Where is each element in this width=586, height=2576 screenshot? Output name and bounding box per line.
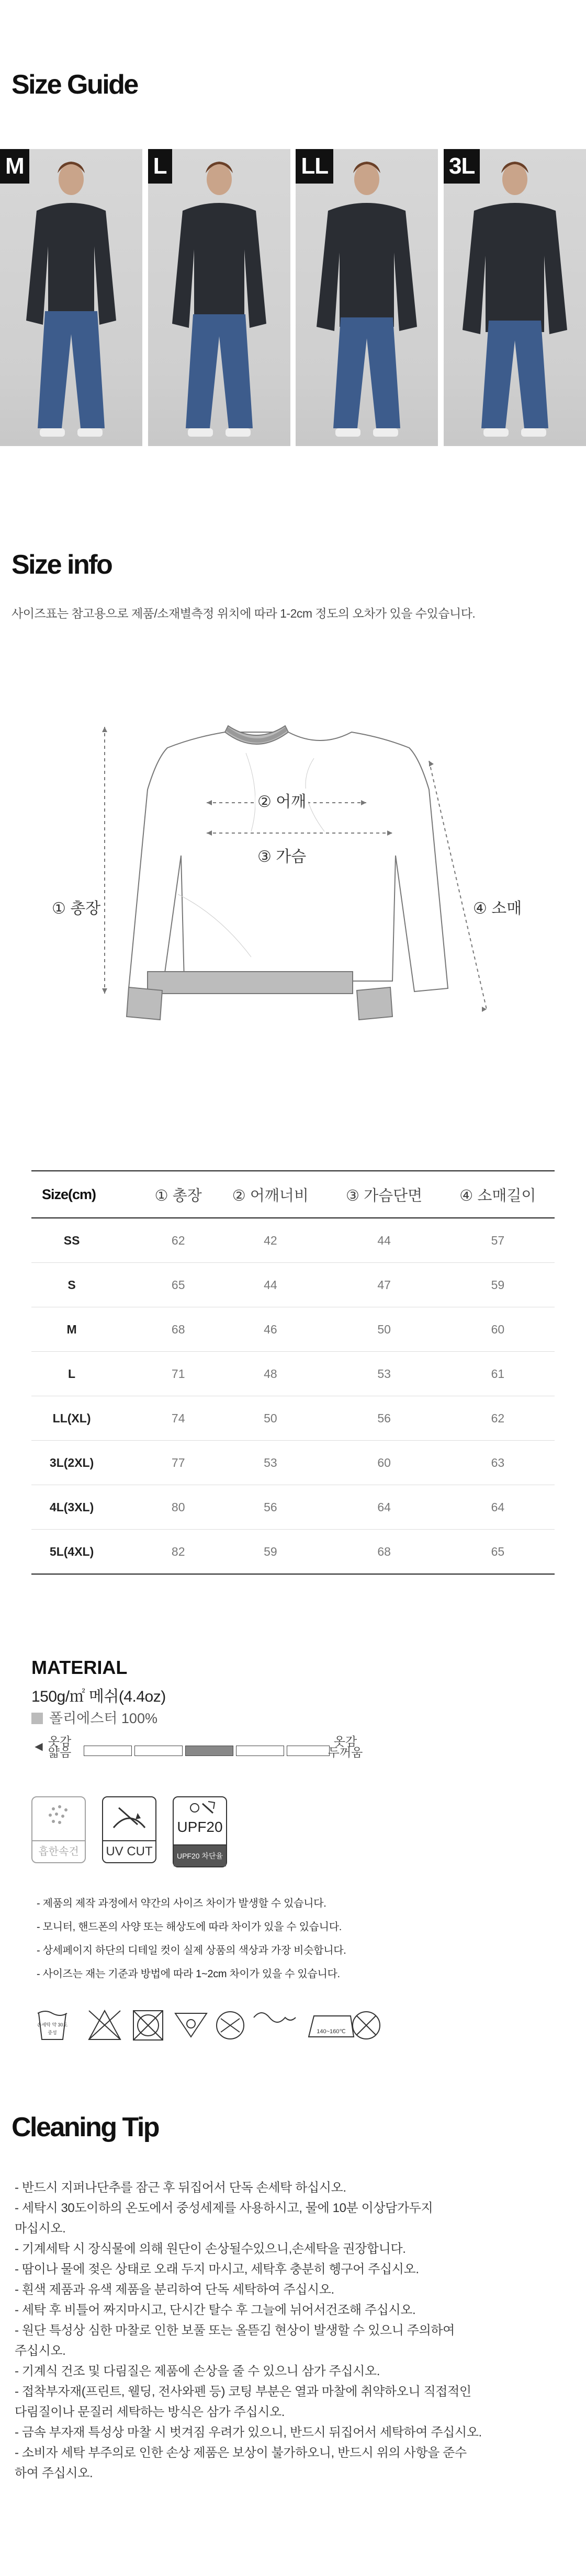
- measurement-cell: 64: [441, 1485, 555, 1530]
- model-photo-strip: [0, 149, 586, 446]
- wash-net-icon: [217, 2012, 244, 2039]
- table-row: [31, 1396, 555, 1441]
- size-label-cell: S: [31, 1263, 143, 1307]
- material-weight: 150g/㎡ 메쉬(4.4oz): [31, 1688, 166, 1705]
- label-sleeve: ④ 소매: [471, 895, 524, 918]
- upf-sun-icon: [174, 1797, 226, 1845]
- dry-flat-icon: [175, 2013, 207, 2037]
- measurement-cell: 47: [327, 1263, 441, 1307]
- measurement-cell: 50: [213, 1396, 327, 1441]
- measurement-cell: 68: [327, 1530, 441, 1575]
- care-symbols: [37, 2003, 382, 2047]
- table-header-row: [31, 1171, 555, 1218]
- upf-badge: [173, 1796, 227, 1881]
- measurement-cell: 56: [213, 1485, 327, 1530]
- measurement-cell: 57: [441, 1218, 555, 1263]
- thickness-thick-label: 옷감 두꺼움: [328, 1735, 363, 1759]
- measurement-cell: 62: [143, 1218, 213, 1263]
- material-title: MATERIAL: [31, 1657, 128, 1678]
- cleaning-tip-item: - 소비자 세탁 부주의로 인한 손상 제품은 보상이 불가하오니, 반드시 위의 사항을 준수: [15, 2446, 467, 2460]
- notice-item: - 제품의 제작 과정에서 약간의 사이즈 차이가 발생할 수 있습니다.: [37, 1898, 326, 1909]
- measurement-cell: 62: [441, 1396, 555, 1441]
- measurement-cell: 48: [213, 1352, 327, 1396]
- measurement-cell: 44: [213, 1263, 327, 1307]
- cleaning-tip-item: - 기계세탁 시 장식물에 의해 원단이 손상될수있으니,손세탁을 권장합니다.: [15, 2242, 406, 2256]
- size-tag: M: [0, 149, 29, 184]
- measurement-cell: 56: [327, 1396, 441, 1441]
- cleaning-tip-item: - 땀이나 물에 젖은 상태로 오래 두지 마시고, 세탁후 충분히 헹구어 주십시오.: [15, 2262, 419, 2276]
- table-row: [31, 1352, 555, 1396]
- arrow-left-icon: ◀: [35, 1741, 43, 1752]
- wash-temp-detail: 중성: [48, 2030, 57, 2035]
- size-note: 사이즈표는 참고용으로 제품/소재별측정 위치에 따라 1-2cm 정도의 오차가 있을 수있습니다.: [12, 607, 476, 620]
- notice-item: - 사이즈는 재는 기준과 방법에 따라 1~2cm 차이가 있을 수 있습니다.: [37, 1968, 340, 1980]
- uv-cut-badge: [102, 1796, 156, 1863]
- quick-dry-badge: [31, 1796, 86, 1863]
- table-row: [31, 1485, 555, 1530]
- cleaning-tip-item: - 원단 특성상 심한 마찰로 인한 보풀 또는 올뜯김 현상이 발생할 수 있으니 주의하여: [15, 2323, 455, 2338]
- cleaning-tip-item: - 세탁시 30도이하의 온도에서 중성세제를 사용하시고, 물에 10분 이상담가두지: [15, 2201, 433, 2215]
- measurement-cell: 59: [441, 1263, 555, 1307]
- function-label: 흡한속건: [32, 1840, 85, 1862]
- cleaning-tip-item: 마십시오.: [15, 2221, 66, 2236]
- iron-temp-label: 140~160℃: [317, 2028, 346, 2035]
- size-label-cell: SS: [31, 1218, 143, 1263]
- size-label-cell: LL(XL): [31, 1396, 143, 1441]
- cleaning-tip-title: Cleaning Tip: [12, 2112, 159, 2142]
- size-label-cell: 3L(2XL): [31, 1441, 143, 1485]
- thickness-thin-label: 옷감 얇음: [48, 1735, 72, 1759]
- measurement-cell: 74: [143, 1396, 213, 1441]
- no-tumble-dry-icon: [133, 2011, 163, 2040]
- cleaning-tip-list: [15, 2178, 569, 2483]
- thickness-segment: [84, 1746, 132, 1756]
- label-shoulder: ② 어깨: [255, 789, 308, 812]
- thickness-segment-active: [185, 1746, 233, 1756]
- shade-dry-icon: [254, 2013, 296, 2022]
- cleaning-tip-item: 다림질이나 문질러 세탁하는 방식은 삼가 주십시오.: [15, 2405, 285, 2419]
- measurement-cell: 82: [143, 1530, 213, 1575]
- thickness-segment: [287, 1746, 330, 1756]
- size-guide-title: Size Guide: [12, 70, 138, 100]
- measurement-cell: 44: [327, 1218, 441, 1263]
- measurement-cell: 77: [143, 1441, 213, 1485]
- table-header: ③ 가슴단면: [327, 1171, 441, 1218]
- measurement-cell: 68: [143, 1307, 213, 1352]
- measurement-cell: 61: [441, 1352, 555, 1396]
- table-row: [31, 1307, 555, 1352]
- function-label: UPF20 차단율 90%: [174, 1844, 226, 1866]
- model-figure: [148, 149, 290, 446]
- model-photo-l: [148, 149, 290, 446]
- size-label-cell: L: [31, 1352, 143, 1396]
- measurement-cell: 64: [327, 1485, 441, 1530]
- cleaning-tip-item: - 반드시 지퍼나단추를 잠근 후 뒤집어서 단독 손세탁 하십시오.: [15, 2181, 346, 2195]
- model-photo-3l: [444, 149, 586, 446]
- model-figure: [444, 149, 586, 446]
- size-tag: LL: [296, 149, 333, 184]
- table-header: ① 총장: [143, 1171, 213, 1218]
- measurement-cell: 53: [213, 1441, 327, 1485]
- model-photo-m: [0, 149, 142, 446]
- measurement-cell: 53: [327, 1352, 441, 1396]
- cleaning-tip-item: - 접착부자재(프린트, 웰딩, 전사와펜 등) 코팅 부분은 열과 마찰에 취약하오니 직접적인: [15, 2385, 471, 2399]
- svg-text:UPF20: UPF20: [177, 1819, 223, 1835]
- size-label-cell: M: [31, 1307, 143, 1352]
- label-chest: ③ 가슴: [255, 844, 308, 867]
- fabric-swatch: [31, 1713, 43, 1724]
- droplets-icon: [32, 1797, 85, 1839]
- measurement-cell: 65: [441, 1530, 555, 1575]
- measurement-cell: 80: [143, 1485, 213, 1530]
- notice-list: [37, 1892, 346, 1986]
- cleaning-tip-item: - 금속 부자재 특성상 마찰 시 벗겨짐 우려가 있으니, 반드시 뒤집어서 세탁하여 주십시오.: [15, 2425, 482, 2440]
- table-header: Size(cm): [31, 1171, 143, 1218]
- wash-temp-label: 손세탁 약 30도: [37, 2022, 68, 2027]
- table-row: [31, 1263, 555, 1307]
- size-tag: 3L: [444, 149, 480, 184]
- table-row: [31, 1441, 555, 1485]
- uv-shield-icon: [103, 1797, 155, 1839]
- measurement-cell: 42: [213, 1218, 327, 1263]
- thickness-scale: [31, 1735, 363, 1772]
- notice-item: - 상세페이지 하단의 디테일 컷이 실제 상품의 색상과 가장 비슷합니다.: [37, 1945, 346, 1956]
- size-tag: L: [148, 149, 172, 184]
- measurement-cell: 71: [143, 1352, 213, 1396]
- size-label-cell: 5L(4XL): [31, 1530, 143, 1575]
- measurement-cell: 65: [143, 1263, 213, 1307]
- cleaning-tip-item: - 흰색 제품과 유색 제품을 분리하여 단독 세탁하여 주십시오.: [15, 2283, 334, 2297]
- cleaning-tip-item: - 세탁 후 비틀어 짜지마시고, 단시간 탈수 후 그늘에 뉘어서건조해 주십시오.: [15, 2303, 416, 2317]
- notice-item: - 모니터, 핸드폰의 사양 또는 해상도에 따라 차이가 있을 수 있습니다.: [37, 1921, 342, 1933]
- measurement-cell: 60: [441, 1307, 555, 1352]
- table-row: [31, 1530, 555, 1575]
- cleaning-tip-item: - 기계식 건조 및 다림질은 제품에 손상을 줄 수 있으니 삼가 주십시오.: [15, 2364, 380, 2378]
- measurement-cell: 46: [213, 1307, 327, 1352]
- fabric-text: 폴리에스터 100%: [49, 1711, 157, 1726]
- measurement-cell: 60: [327, 1441, 441, 1485]
- no-bleach-icon: [89, 2011, 120, 2039]
- function-label: UV CUT: [103, 1840, 155, 1862]
- measurement-cell: 59: [213, 1530, 327, 1575]
- model-figure: [296, 149, 438, 446]
- size-table: [31, 1170, 555, 1575]
- measurement-cell: 50: [327, 1307, 441, 1352]
- label-length: ① 총장: [50, 895, 103, 918]
- measurement-cell: 63: [441, 1441, 555, 1485]
- cleaning-tip-item: 하여 주십시오.: [15, 2466, 93, 2480]
- table-header: ④ 소매길이: [441, 1171, 555, 1218]
- model-figure: [0, 149, 142, 446]
- table-header: ② 어깨너비: [213, 1171, 327, 1218]
- material-fabric: [31, 1707, 157, 1727]
- table-row: [31, 1218, 555, 1263]
- size-info-title: Size info: [12, 550, 112, 580]
- model-photo-ll: [296, 149, 438, 446]
- size-label-cell: 4L(3XL): [31, 1485, 143, 1530]
- no-dry-clean-icon: [353, 2012, 380, 2039]
- thickness-segment: [236, 1746, 284, 1756]
- thickness-segment: [134, 1746, 183, 1756]
- cleaning-tip-item: 주십시오.: [15, 2344, 66, 2358]
